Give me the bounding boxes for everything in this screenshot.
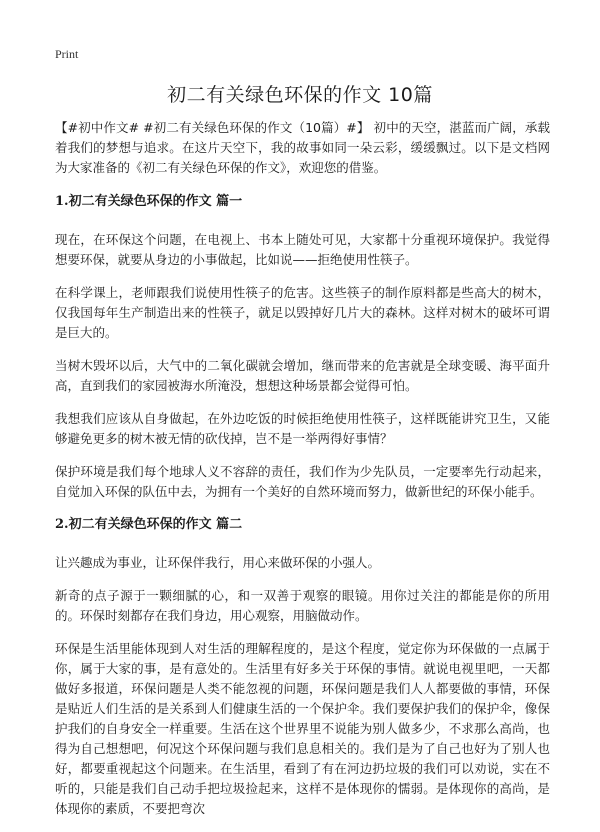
section-2-paragraph-2: 新奇的点子源于一颗细腻的心，和一双善于观察的眼镜。用你过关注的都能是你的所用的。环保时刻都存在我们身边，用心观察，用脑做动作。 (55, 588, 550, 623)
page-title: 初二有关绿色环保的作文 10篇 (167, 84, 433, 106)
section-2-paragraph-1: 让兴趣成为事业，让环保伴我行，用心来做环保的小强人。 (55, 555, 381, 570)
section-1-paragraph-5: 保护环境是我们每个地球人义不容辞的责任，我们作为少先队员，一定要率先行动起来，自觉加入环保的队伍中去，为拥有一个美好的自然环境而努力，做新世纪的环保小能手。 (55, 464, 550, 499)
intro-paragraph: 【#初中作文# #初二有关绿色环保的作文（10篇）#】 初中的天空，湛蓝而广阔，承载着我们的梦想与追求。在这片天空下，我的故事如同一朵云彩，缓缓飘过。以下是文档网为大家准备的《初二有关绿色环保的作文》，欢迎您的借鉴。 (55, 120, 550, 175)
section-2-paragraph-3: 环保是生活里能体现到人对生活的理解程度的，是这个程度，觉定你为环保做的一点属于你，属于大家的事，是有意处的。生活里有好多关于环保的事情。就说电视里吧，一天都做好多报道，环保问题是人类不能忽视的问题，环保问题是我们人人都要做的事情，环保是贴近人们生活的是关系到人们健康生活的一个保护伞。我们要保护我们的保护伞，像保护我们的自身安全一样重要。生活在这个世界里不说能为别人做多少，不求那么高尚，也得为自己想想吧，何况这个环保问题与我们息息相关的。我们是为了自己也好为了别人也好，都要重视起这个问题来。在生活里，看到了有在河边扔垃圾的我们可以劝说，实在不听的，只能是我们自己动手把垃圾捡起来，这样不是体现你的懦弱。是体现你的高尚，是体现你的素质，不要把弯次 (55, 641, 550, 816)
section-1-paragraph-3: 当树木毁坏以后，大气中的二氧化碳就会增加，继而带来的危害就是全球变暖、海平面升高，直到我们的家园被海水所淹没，想想这种场景都会觉得可怕。 (55, 358, 550, 393)
section-1-paragraph-1: 现在，在环保这个问题，在电视上、书本上随处可见，大家都十分重视环境保护。我觉得想要环保，就要从身边的小事做起，比如说——拒绝使用性筷子。 (55, 232, 550, 267)
section-1-paragraph-4: 我想我们应该从自身做起，在外边吃饭的时候拒绝使用性筷子，这样既能讲究卫生，又能够避免更多的树木被无情的砍伐掉，岂不是一举两得好事情？ (55, 411, 550, 446)
section-heading-2: 2.初二有关绿色环保的作文 篇二 (55, 517, 243, 532)
article-body (55, 118, 550, 832)
section-1-paragraph-2: 在科学课上，老师跟我们说使用性筷子的危害。这些筷子的制作原料都是些高大的树木，仅我国每年生产制造出来的性筷子，就足以毁掉好几片大的森林。这样对树木的破坏可谓是巨大的。 (55, 285, 550, 340)
section-heading-1: 1.初二有关绿色环保的作文 篇一 (55, 194, 243, 209)
print-link[interactable]: Print (55, 47, 79, 61)
